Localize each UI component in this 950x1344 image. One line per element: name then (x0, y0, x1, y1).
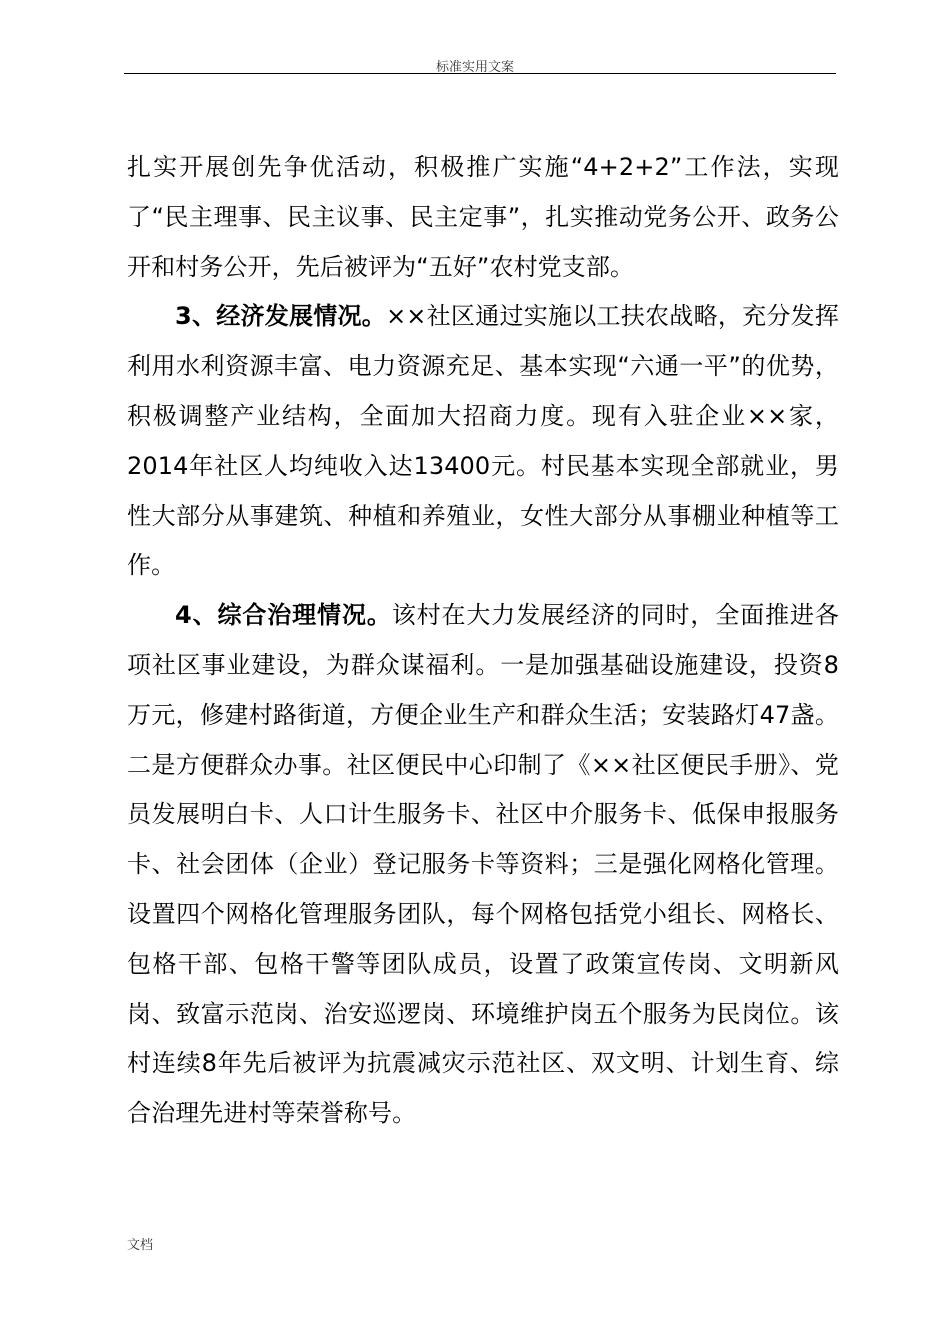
page-footer-label: 文档 (127, 1238, 154, 1253)
paragraph-economic-development (127, 292, 839, 591)
header-divider (124, 73, 836, 74)
paragraph-party-work: 扎实开展创先争优活动，积极推广实施“4+2+2”工作法，实现了“民主理事、民主议事、民主定事”，扎实推动党务公开、政务公开和村务公开，先后被评为“五好”农村党支部。 (127, 153, 839, 281)
page-header-title: 标准实用文案 (435, 60, 514, 75)
paragraph-economic-text: ××社区通过实施以工扶农战略，充分发挥利用水利资源丰富、电力资源充足、基本实现“六通一平”的优势，积极调整产业结构，全面加大招商力度。现有入驻企业××家，2014年社区人均纯收入达13400元。村民基本实现全部就业，男性大部分从事建筑、种植和养殖业，女性大部分从事棚业种植等工作。 (127, 302, 839, 580)
paragraph-comprehensive-governance (127, 591, 839, 1139)
section-heading-governance: 4、综合治理情况。 (175, 601, 392, 630)
section-heading-economic: 3、经济发展情况。 (175, 302, 387, 331)
paragraph-governance-text: 该村在大力发展经济的同时，全面推进各项社区事业建设，为群众谋福利。一是加强基础设施建设，投资8万元，修建村路街道，方便企业生产和群众生活；安装路灯47盏。二是方便群众办事。社区便民中心印制了《××社区便民手册》、党员发展明白卡、人口计生服务卡、社区中介服务卡、低保申报服务卡、社会团体（企业）登记服务卡等资料；三是强化网格化管理。设置四个网格化管理服务团队，每个网格包括党小组长、网格长、包格干部、包格干警等团队成员，设置了政策宣传岗、文明新风岗、致富示范岗、治安巡逻岗、环境维护岗五个服务为民岗位。该村连续8年先后被评为抗震减灾示范社区、双文明、计划生育、综合治理先进村等荣誉称号。 (127, 601, 839, 1128)
document-body (127, 143, 839, 1139)
